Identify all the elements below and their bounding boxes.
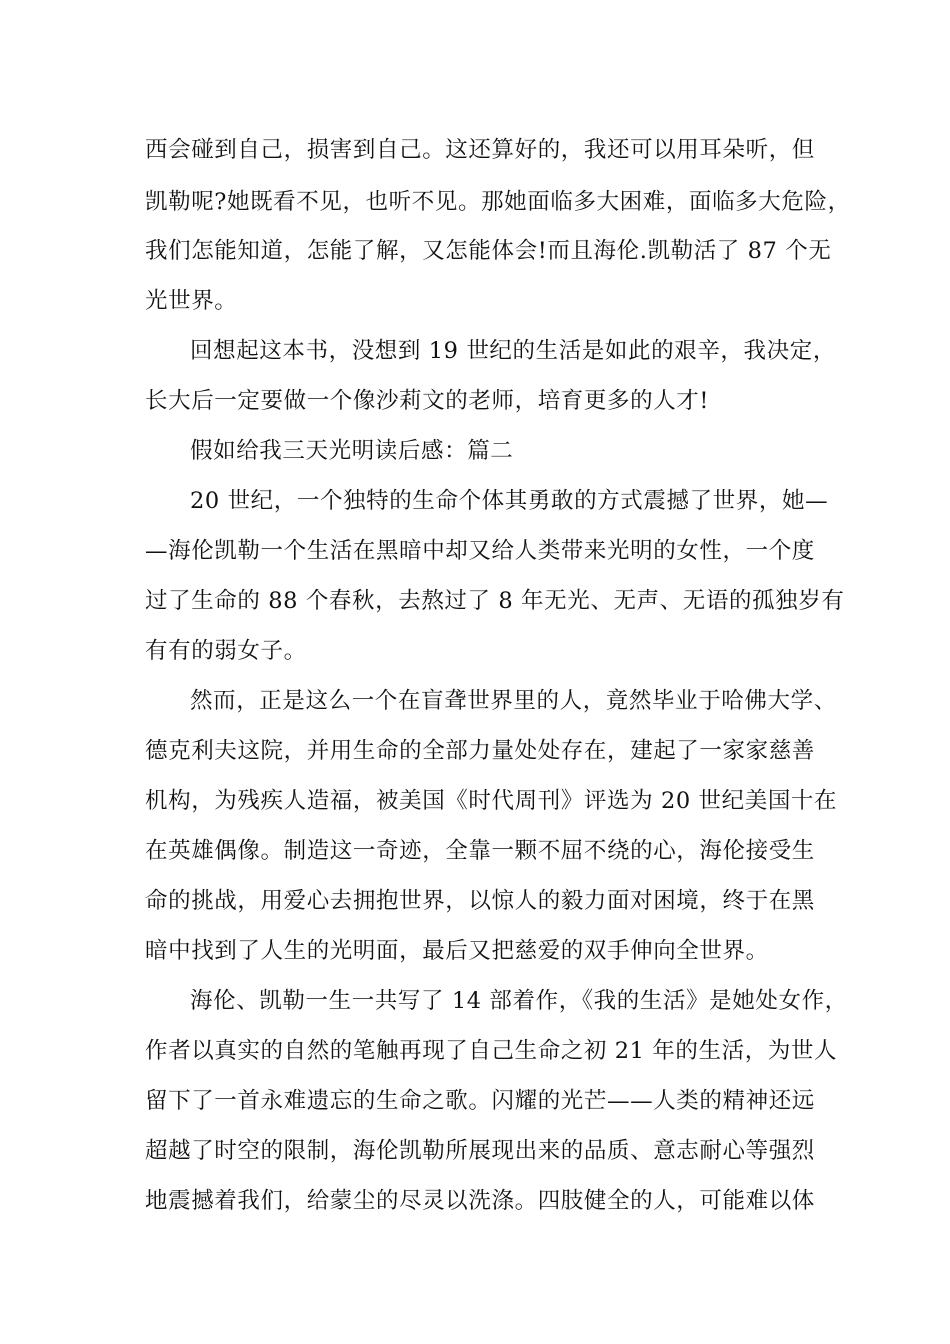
- paragraph-first-line: 回想起这本书，没想到 19 世纪的生活是如此的艰辛，我决定，: [190, 338, 836, 364]
- section-heading: 假如给我三天光明读后感：篇二: [190, 438, 514, 464]
- paragraph-first-line: 20 世纪，一个独特的生命个体其勇敢的方式震撼了世界，她—: [190, 488, 829, 514]
- text-line: —海伦凯勒一个生活在黑暗中却又给人类带来光明的女性，一个度: [145, 538, 815, 564]
- text-line: 留下了一首永难遗忘的生命之歌。闪耀的光芒——人类的精神还远: [145, 1088, 815, 1114]
- text-line: 作者以真实的自然的笔触再现了自己生命之初 21 年的生活，为世人: [145, 1038, 838, 1064]
- paragraph-first-line: 海伦、凯勒一生一共写了 14 部着作，《我的生活》是她处女作，: [190, 988, 848, 1014]
- text-line: 有有的弱女子。: [145, 638, 307, 664]
- text-line: 我们怎能知道，怎能了解，又怎能体会!而且海伦.凯勒活了 87 个无: [145, 238, 832, 264]
- text-line: 暗中找到了人生的光明面，最后又把慈爱的双手伸向全世界。: [145, 938, 769, 964]
- text-line: 超越了时空的限制，海伦凯勒所展现出来的品质、意志耐心等强烈: [145, 1138, 815, 1164]
- text-line: 凯勒呢?她既看不见，也听不见。那她面临多大困难，面临多大危险，: [145, 189, 851, 215]
- paragraph-first-line: 然而，正是这么一个在盲聋世界里的人，竟然毕业于哈佛大学、: [190, 688, 837, 714]
- text-line: 地震撼着我们，给蒙尘的尽灵以洗涤。四肢健全的人，可能难以体: [145, 1188, 815, 1214]
- text-line: 命的挑战，用爱心去拥抱世界，以惊人的毅力面对困境，终于在黑: [145, 888, 815, 914]
- text-line: 机构，为残疾人造福，被美国《时代周刊》评选为 20 世纪美国十在: [145, 788, 838, 814]
- text-line: 德克利夫这院，并用生命的全部力量处处存在，建起了一家家慈善: [145, 738, 815, 764]
- text-line: 在英雄偶像。制造这一奇迹，全靠一颗不屈不绕的心，海伦接受生: [145, 838, 815, 864]
- text-line: 过了生命的 88 个春秋，去熬过了 8 年无光、无声、无语的孤独岁有: [145, 588, 845, 614]
- text-line: 光世界。: [145, 288, 238, 314]
- text-line: 西会碰到自己，损害到自己。这还算好的，我还可以用耳朵听，但: [145, 137, 815, 163]
- text-line: 长大后一定要做一个像沙莉文的老师，培育更多的人才!: [145, 388, 710, 414]
